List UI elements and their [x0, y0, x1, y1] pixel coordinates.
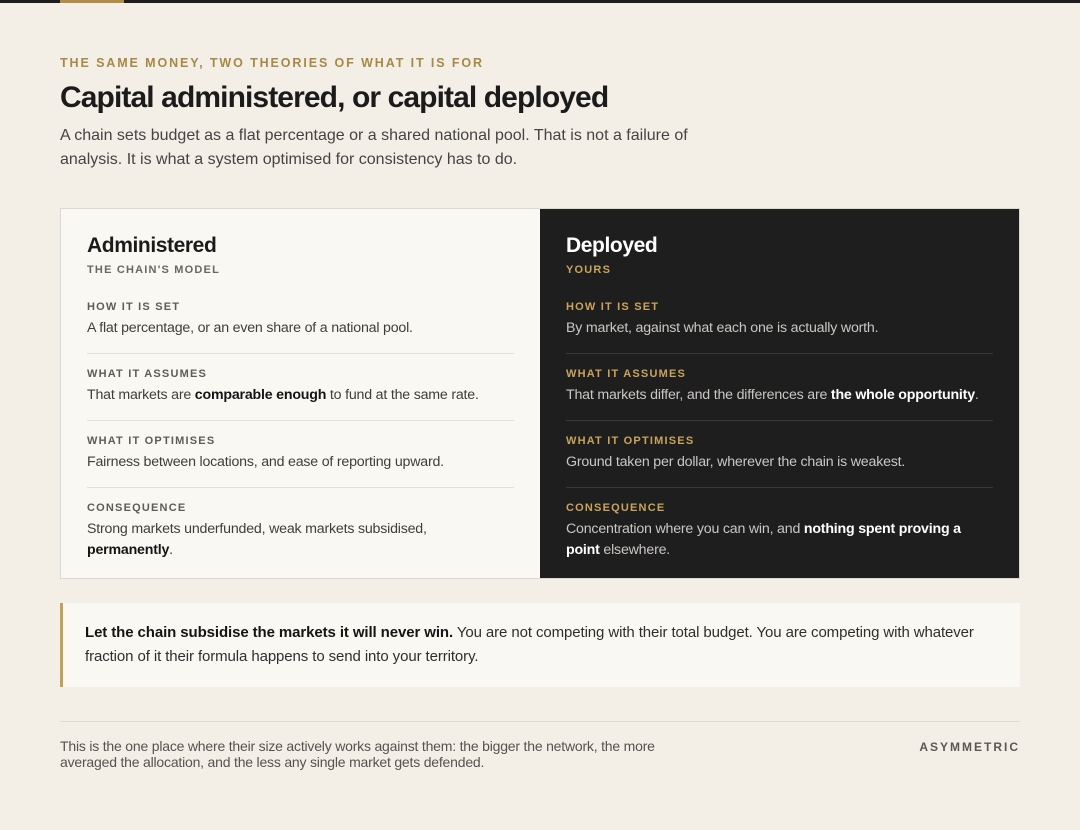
- row-text: That markets are comparable enough to fund at the same rate.: [87, 387, 479, 403]
- page-title: Capital administered, or capital deployed: [60, 81, 609, 114]
- callout-text: You are not competing with their total budget. You are competing with whatever fraction of it their formula happens to send into your territory.: [85, 624, 974, 665]
- row-text: By market, against what each one is actually worth.: [566, 320, 879, 336]
- admin-row-consequence: [87, 487, 514, 575]
- row-label: HOW IT IS SET: [566, 301, 660, 313]
- row-label: WHAT IT ASSUMES: [87, 368, 208, 380]
- admin-row-how-set: [87, 287, 514, 353]
- emphasis: the whole opportunity: [830, 387, 975, 403]
- eyebrow: THE SAME MONEY, TWO THEORIES OF WHAT IT IS FOR: [60, 56, 484, 70]
- footer-tag: ASYMMETRIC: [919, 740, 1020, 754]
- top-rule: [0, 0, 1080, 3]
- callout-emphasis: Let the chain subsidise the markets it will never win.: [85, 624, 454, 641]
- admin-row-assumes: [87, 353, 514, 420]
- deployed-row-consequence: [566, 487, 993, 575]
- emphasis: nothing spent proving a point: [566, 521, 961, 558]
- row-text: That markets differ, and the differences are the whole opportunity.: [566, 387, 979, 403]
- row-text: Concentration where you can win, and nothing spent proving a point elsewhere.: [566, 521, 961, 558]
- row-text: Fairness between locations, and ease of reporting upward.: [87, 454, 444, 470]
- deployed-title: Deployed: [566, 234, 658, 257]
- deployed-row-assumes: [566, 353, 993, 420]
- row-label: HOW IT IS SET: [87, 301, 181, 313]
- administered-column: [61, 209, 540, 578]
- administered-title: Administered: [87, 234, 217, 257]
- row-text: Strong markets underfunded, weak markets subsidised, permanently.: [87, 521, 427, 558]
- administered-subtitle: THE CHAIN'S MODEL: [87, 264, 221, 276]
- deployed-row-how-set: [566, 287, 993, 353]
- deployed-column: [540, 209, 1019, 578]
- footer-note: This is the one place where their size actively works against them: the bigger the network, the more averaged the allocation, and the less any single market gets defended.: [60, 738, 655, 770]
- row-label: CONSEQUENCE: [566, 502, 666, 514]
- page-subtitle: A chain sets budget as a flat percentage or a shared national pool. That is not a failure of analysis. It is what a system optimised for consistency has to do.: [60, 127, 688, 168]
- deployed-row-optimises: [566, 420, 993, 487]
- row-label: WHAT IT OPTIMISES: [566, 435, 695, 447]
- row-text: Ground taken per dollar, wherever the chain is weakest.: [566, 454, 906, 470]
- emphasis: permanently: [87, 542, 170, 558]
- comparison-panel: [60, 208, 1020, 579]
- admin-row-optimises: [87, 420, 514, 487]
- callout-quote: [60, 603, 1020, 687]
- footer-divider: [60, 721, 1020, 722]
- emphasis: comparable enough: [194, 387, 327, 403]
- row-label: WHAT IT ASSUMES: [566, 368, 687, 380]
- row-text: A flat percentage, or an even share of a national pool.: [87, 320, 413, 336]
- row-label: CONSEQUENCE: [87, 502, 187, 514]
- deployed-subtitle: YOURS: [566, 264, 612, 276]
- top-rule-accent: [60, 0, 124, 3]
- row-label: WHAT IT OPTIMISES: [87, 435, 216, 447]
